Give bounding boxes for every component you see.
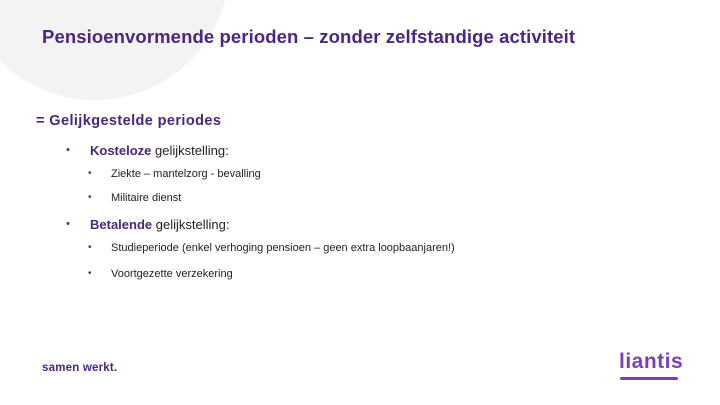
- footer-slogan: samen werkt.: [42, 362, 118, 374]
- bullet-text: gelijkstelling:: [152, 217, 230, 232]
- sub-bullet-text: Militaire dienst: [111, 192, 182, 204]
- sub-bullet-text: Studieperiode (enkel verhoging pensioen – geen extra loopbaanjaren!): [111, 242, 455, 254]
- bullet-bold-term: Kosteloze: [90, 143, 152, 158]
- bullet-text: gelijkstelling:: [151, 143, 229, 158]
- bullet-marker: •: [66, 218, 70, 230]
- sub-bullet-text: Ziekte – mantelzorg - bevalling: [111, 168, 261, 180]
- bullet-marker: •: [88, 268, 92, 279]
- section-subheading: = Gelijkgestelde periodes: [36, 113, 222, 129]
- logo-underline: [620, 377, 678, 380]
- bullet-marker: •: [88, 192, 92, 203]
- slide-title: Pensioenvormende perioden – zonder zelfstandige activiteit: [42, 26, 576, 47]
- bullet-marker: •: [66, 144, 70, 156]
- bullet-marker: •: [88, 168, 92, 179]
- bullet-bold-term: Betalende: [90, 217, 153, 232]
- decorative-corner-shape: [0, 0, 230, 100]
- liantis-logo: liantis: [619, 350, 684, 373]
- bullet-marker: •: [88, 242, 92, 253]
- sub-bullet-text: Voortgezette verzekering: [111, 268, 233, 280]
